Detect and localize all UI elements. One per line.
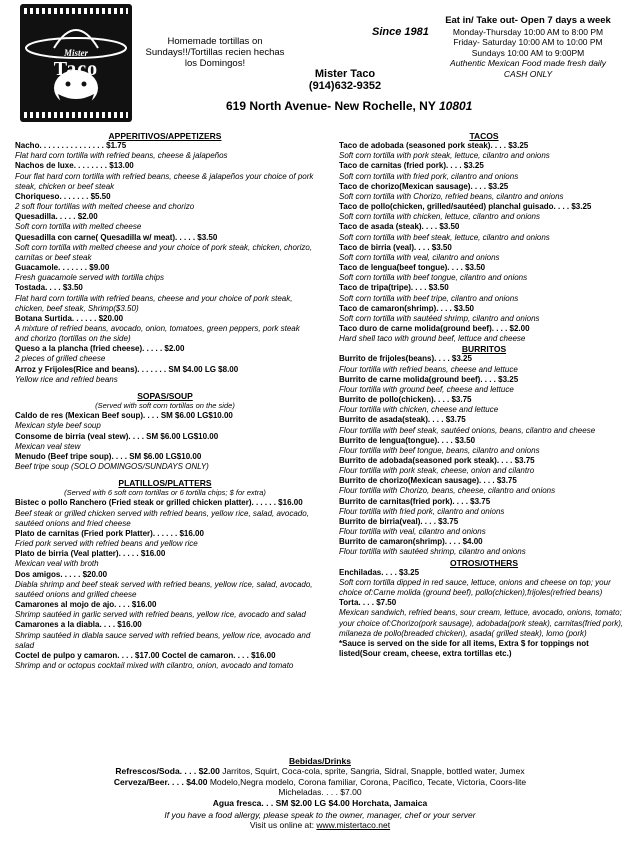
- menu-item: Burrito de carne molida(ground beef). . . . $3.25: [339, 374, 519, 384]
- menu-left-column: [15, 131, 315, 671]
- menu-item-description: Shrimp sautéed in garlic served with refried beans, yellow rice, avocado and salad: [15, 610, 306, 620]
- menu-right-column: [339, 131, 629, 659]
- menu-item-description: Soft corn tortilla with melted cheese: [15, 222, 142, 232]
- menu-item: Dos amigos. . . . . $20.00: [15, 569, 108, 579]
- menu-item: Enchiladas. . . . $3.25: [339, 567, 420, 577]
- website-link[interactable]: www.mistertaco.net: [316, 820, 391, 831]
- menu-item: Camarones al mojo de ajo. . . . $16.00: [15, 600, 157, 610]
- menu-item: Taco de chorizo(Mexican sausage). . . . $3.25: [339, 181, 509, 191]
- menu-item-description: Flour tortilla with Chorizo, beans, cheese, cilantro and onions: [339, 486, 556, 496]
- menu-item: Burrito de frijoles(beans). . . . $3.25: [339, 354, 472, 364]
- menu-item-description: 2 pieces of grilled cheese: [15, 354, 106, 364]
- menu-item: Taco de birria (veal). . . . $3.50: [339, 242, 452, 252]
- menu-item: Taco duro de carne molida(ground beef). . . . $2.00: [339, 323, 530, 333]
- menu-item-description: Flour tortilla with ground beef, cheese and lettuce: [339, 384, 514, 394]
- restaurant-phone: (914)632-9352: [308, 80, 382, 92]
- soda-label: Refrescos/Soda. . . . $2.00: [115, 766, 220, 777]
- menu-item-description: Soft corn tortilla with veal, cilantro and onions: [339, 252, 500, 262]
- menu-item-description: Soft corn tortilla with beef steak, lettuce, cilantro and onions: [339, 232, 550, 242]
- menu-item-description: Soft corn tortilla with melted cheese and your choice of pork steak, chicken, chorizo, carnitas or beef steak: [15, 242, 313, 262]
- restaurant-name: Mister Taco: [314, 68, 376, 80]
- menu-item: Nachos de luxe. . . . . . . . $13.00: [15, 161, 134, 171]
- menu-item: Burrito de asada(steak). . . . $3.75: [339, 415, 466, 425]
- menu-item: Burrito de pollo(chicken). . . . $3.75: [339, 395, 472, 405]
- menu-item: Bistec o pollo Ranchero (Fried steak or grilled chicken platter). . . . . . $16.00: [15, 498, 303, 508]
- cash-only-label: CASH ONLY: [503, 68, 553, 79]
- menu-item-description: Beef steak or grilled chicken served with refried beans, yellow rice, salad, avocado, sautéed onions and fried cheese: [15, 508, 309, 528]
- menu-item-description: Soft corn tortilla with Chorizo, refried beans, cilantro and onions: [339, 191, 564, 201]
- menu-item-description: Flour tortilla with fried pork, cilantro and onions: [339, 506, 505, 516]
- menu-item-description: A mixture of refried beans, avocado, onion, tomatoes, green peppers, pork steak and chorizo (tortillas on the side): [15, 323, 300, 344]
- section-header: SOPAS/SOUP: [137, 390, 193, 401]
- menu-item-description: Flour tortilla with beef steak, sautéed onions, beans, cilantro and cheese: [339, 425, 596, 435]
- drink-line-micheladas: Micheladas. . . . $7.00: [278, 787, 362, 798]
- menu-item-description: Flour tortilla with refried beans, cheese and lettuce: [339, 364, 518, 374]
- menu-item: Burrito de carnitas(fried pork). . . . $3.75: [339, 496, 491, 506]
- menu-item-description: Flat hard corn tortilla with refried beans, cheese and your choice of pork steak, chicken, beef steak, Shrimp($3.50): [15, 293, 293, 313]
- website-label: Visit us online at:: [249, 820, 317, 831]
- menu-item: Taco de asada (steak). . . . $3.50: [339, 222, 460, 232]
- menu-item: Burrito de camaron(shrimp). . . . $4.00: [339, 537, 483, 547]
- allergy-note: If you have a food allergy, please speak to the owner, manager, chef or your server: [164, 810, 476, 821]
- menu-item: Torta. . . . $7.50: [339, 598, 397, 608]
- menu-item: Tostada. . . . $3.50: [15, 283, 83, 293]
- section-header: APPERITIVOS/APPETIZERS: [108, 131, 222, 141]
- menu-item: Quesadilla. . . . . $2.00: [15, 212, 98, 222]
- menu-item: Coctel de pulpo y camaron. . . . $17.00 Coctel de camaron. . . . $16.00: [15, 650, 276, 660]
- menu-item-description: Flour tortilla with chicken, cheese and lettuce: [339, 405, 499, 415]
- menu-item: *Sauce is served on the side for all items, Extra $ for toppings not listed(Sour cream, cheese, extra tortillas etc.): [339, 638, 589, 658]
- logo-text-mister: Mister: [63, 48, 88, 58]
- drink-line-soda: [30, 766, 610, 776]
- hours-line: Friday- Saturday 10:00 AM to 10:00 PM: [453, 37, 603, 48]
- menu-item: Camarones a la diabla. . . . $16.00: [15, 620, 142, 630]
- menu-item: Caldo de res (Mexican Beef soup). . . . SM $6.00 LG$10.00: [15, 411, 233, 421]
- menu-item-description: Beef tripe soup (SOLO DOMINGOS/SUNDAYS ONLY): [15, 462, 209, 471]
- menu-item-description: Shrimp and or octopus cocktail mixed with cilantro, onion, avocado and tomato: [15, 660, 294, 670]
- hours-line: Monday-Thursday 10:00 AM to 8:00 PM: [452, 26, 604, 37]
- menu-item-description: Flour tortilla with pork steak, cheese, onion and cilantro: [339, 466, 535, 476]
- menu-item: Taco de adobada (seasoned pork steak). . . . $3.25: [339, 141, 529, 151]
- menu-item-description: Soft corn tortilla with pork steak, lettuce, cilantro and onions: [339, 151, 550, 161]
- menu-item-description: Flour tortilla with beef tongue, beans, cilantro and onions: [339, 445, 540, 455]
- menu-item: Taco de pollo(chicken, grilled/sautéed) planchal guisado. . . . $3.25: [339, 202, 592, 212]
- hours-block: [428, 16, 628, 80]
- menu-item-description: Flat hard corn tortilla with refried beans, cheese & jalapeños: [15, 151, 228, 161]
- section-header: PLATILLOS/PLATTERS: [118, 478, 212, 489]
- menu-item: Menudo (Beef tripe soup). . . . SM $6.00 LG$10.00: [15, 451, 202, 461]
- menu-item-description: Diabla shrimp and beef steak served with refried beans, yellow rice, salad, avocado, sautéed onions and grilled cheese: [15, 579, 313, 599]
- hours-line: Sundays 10:00 AM to 9:00PM: [471, 47, 585, 58]
- menu-item-description: Flour tortilla with veal, cilantro and onions: [339, 527, 486, 537]
- website-line: [30, 820, 610, 830]
- menu-item: Taco de lengua(beef tongue). . . . $3.50: [339, 263, 486, 273]
- since-label: Since 1981: [372, 26, 429, 38]
- menu-item-description: Mexican style beef soup: [15, 421, 101, 431]
- section-note: (Served with 6 soft corn tortillas or 6 tortilla chips; $ for extra): [64, 488, 266, 498]
- hours-title: Eat in/ Take out- Open 7 days a week: [445, 15, 611, 26]
- beer-text: Modelo,Negra modelo, Corona familiar, Corona, Pacifico, Tecate, Victoria, Coors-lite: [207, 776, 527, 787]
- menu-item-description: Yellow rice and refried beans: [15, 374, 118, 384]
- menu-item: Queso a la plancha (fried cheese). . . . . $2.00: [15, 344, 185, 354]
- drink-line-beer: [30, 777, 610, 787]
- address-zip: 10801: [438, 99, 473, 113]
- menu-item-description: Mexican veal with broth: [15, 559, 99, 569]
- menu-item: Taco de camaron(shrimp). . . . $3.50: [339, 303, 475, 313]
- menu-item-description: Soft corn tortilla dipped in red sauce, lettuce, onions and cheese on top; your choice of:Carne molida (ground beef), pollo(chicken),frijoles(refried beans): [339, 577, 611, 598]
- menu-item-description: Soft corn tortilla with beef tongue, cilantro and onions: [339, 273, 528, 283]
- address-street: 619 North Avenue- New Rochelle, NY: [226, 99, 436, 113]
- restaurant-logo: [20, 4, 132, 122]
- menu-item-description: Four flat hard corn tortilla with refried beans, cheese & jalapeños your choice of pork steak, chicken or beef steak: [15, 171, 314, 191]
- menu-item: Guacamole. . . . . . . $9.00: [15, 263, 110, 273]
- tortillas-note: Homemade tortillas on Sundays!!/Tortillas recien hechas los Domingos!: [145, 36, 285, 69]
- menu-item: Plato de carnitas (Fried pork Platter). . . . . . $16.00: [15, 528, 204, 538]
- menu-item: Consome de birria (veal stew). . . . SM $6.00 LG$10.00: [15, 431, 219, 441]
- restaurant-info: [240, 68, 450, 92]
- menu-item: Choriqueso. . . . . . . $5.50: [15, 191, 111, 201]
- menu-item: Burrito de birria(veal). . . . $3.75: [339, 516, 459, 526]
- beer-label: Cerveza/Beer. . . . $4.00: [113, 776, 208, 787]
- drinks-footer: [30, 756, 610, 831]
- menu-item-description: Fresh guacamole served with tortilla chips: [15, 273, 164, 283]
- hours-tagline: Authentic Mexican Food made fresh daily: [450, 58, 606, 69]
- menu-item-description: Soft corn tortilla with chicken, lettuce, cilantro and onions: [339, 212, 540, 222]
- drink-line-agua: Agua fresca. . . SM $2.00 LG $4.00 Horchata, Jamaica: [212, 797, 428, 808]
- menu-item: Taco de tripa(tripe). . . . $3.50: [339, 283, 449, 293]
- menu-item-description: Fried pork served with refried beans and yellow rice: [15, 539, 198, 549]
- menu-item: Nacho. . . . . . . . . . . . . . . $1.75: [15, 141, 127, 151]
- section-header: OTROS/OTHERS: [449, 557, 518, 568]
- logo-border-bottom: [24, 112, 128, 118]
- menu-item-description: 2 soft flour tortillas with melted cheese and chorizo: [15, 202, 195, 212]
- section-header: BURRITOS: [461, 344, 507, 355]
- menu-item: Botana Surtida. . . . . . $20.00: [15, 313, 124, 323]
- menu-item-description: Soft corn tortilla with fried pork, cilantro and onions: [339, 171, 519, 181]
- restaurant-address: [226, 99, 472, 113]
- section-header: TACOS: [469, 131, 499, 141]
- menu-item-description: Flour tortilla with sautéed shrimp, cilantro and onions: [339, 547, 526, 557]
- menu-item: Arroz y Frijoles(Rice and beans). . . . . . . SM $4.00 LG $8.00: [15, 364, 239, 374]
- menu-item-description: Hard shell taco with ground beef, lettuce and cheese: [339, 334, 526, 344]
- logo-text-taco: Taco: [53, 58, 99, 80]
- menu-item: Burrito de adobada(seasoned pork steak). . . . $3.75: [339, 456, 535, 465]
- menu-item: Taco de carnitas (fried pork). . . . $3.25: [339, 161, 484, 171]
- section-note: (Served with soft corn tortillas on the side): [95, 401, 235, 411]
- menu-item-description: Soft corn tortilla with beef tripe, cilantro and onions: [339, 293, 519, 303]
- menu-item-description: Soft corn tortilla with sautéed shrimp, cilantro and onions: [339, 313, 540, 323]
- menu-item: Quesadilla con carne( Quesadilla w/ meat). . . . . $3.50: [15, 232, 218, 242]
- drinks-header: Bebidas/Drinks: [289, 756, 351, 766]
- menu-item: Burrito de lengua(tongue). . . . $3.50: [339, 435, 476, 445]
- menu-item: Burrito de chorizo(Mexican sausage). . . . $3.75: [339, 476, 517, 486]
- menu-item-description: Shrimp sautéed in diabla sauce served with refried beans, yellow rice, avocado and salad: [15, 630, 311, 650]
- menu-item-description: Mexican veal stew: [15, 441, 81, 451]
- menu-item-description: Mexican sandwich, refried beans, sour cream, lettuce, avocado, onions, tomato; your choice of:Chorizo(pork sausage), adobada(pork steak), carnitas(fried pork), milaneza de pollo(breaded chicken), asada( grilled steak), lomo (pork): [339, 608, 624, 638]
- menu-item: Plato de birria (Veal platter). . . . . $16.00: [15, 549, 166, 559]
- soda-text: Jarritos, Squirt, Coca-cola, sprite, Sangria, Sidral, Snapple, bottled water, Jumex: [219, 766, 525, 777]
